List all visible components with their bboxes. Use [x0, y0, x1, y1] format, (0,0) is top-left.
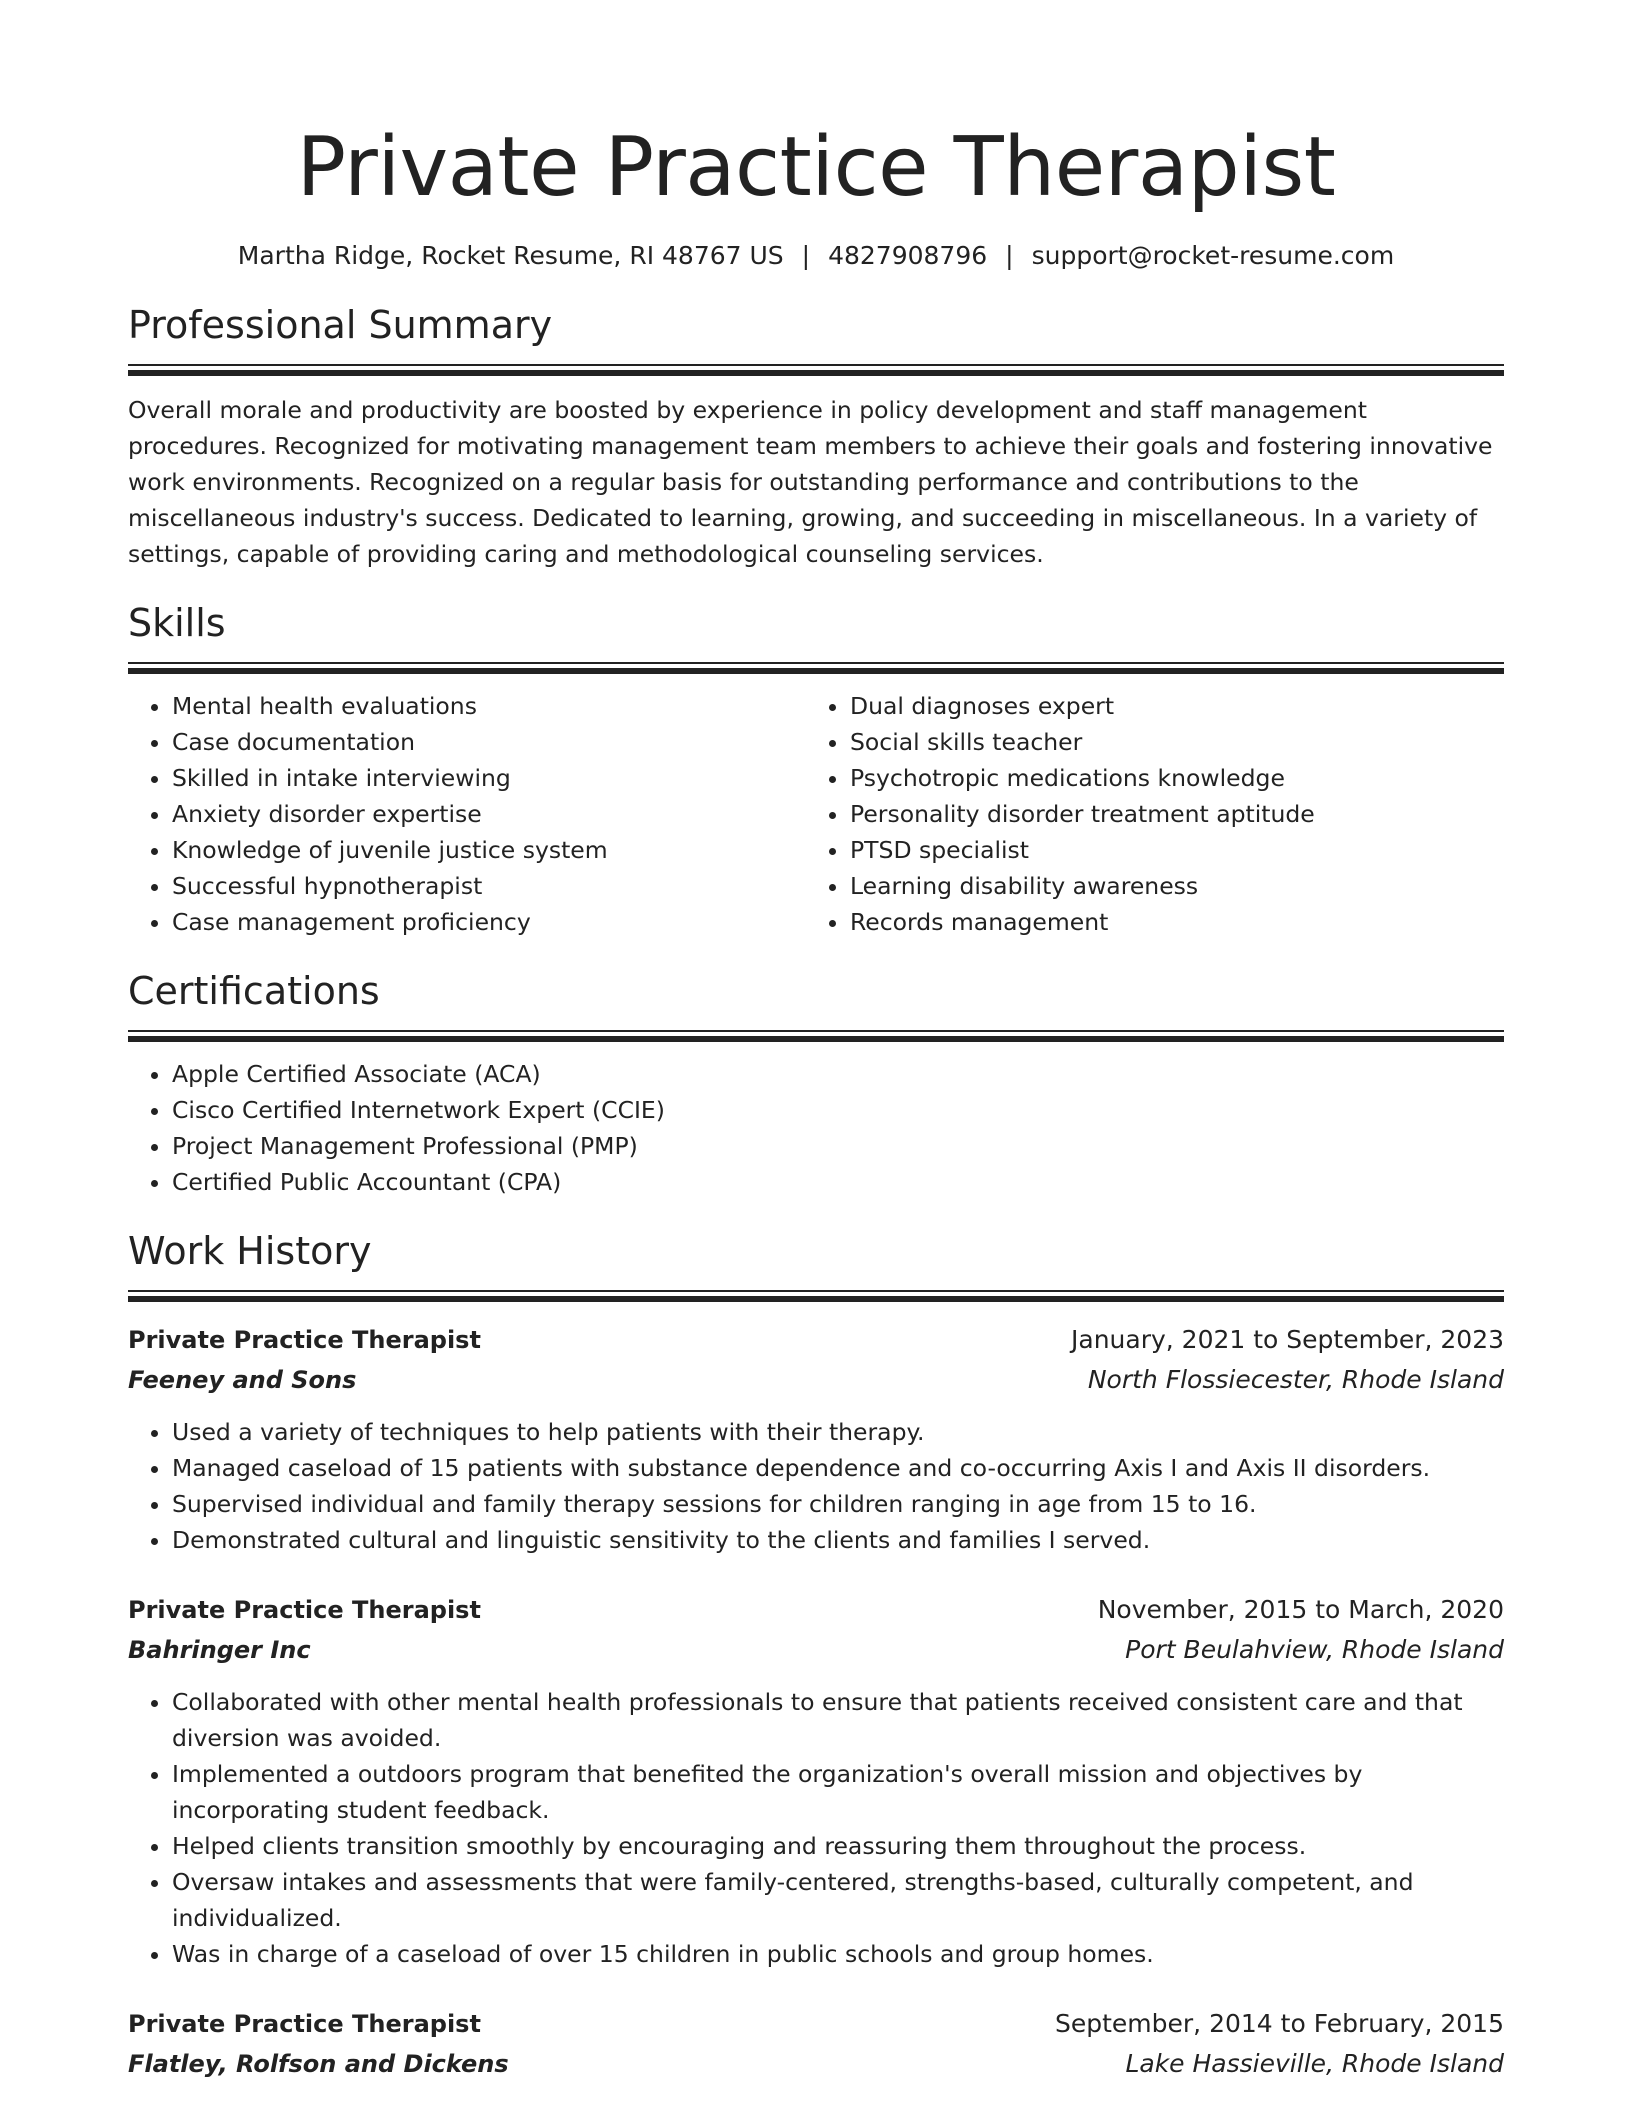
- job-entry: [128, 2004, 1504, 2084]
- job-title: Private Practice Therapist: [128, 1596, 481, 1624]
- job-entry: [128, 1320, 1504, 1558]
- job-company: Bahringer Inc: [128, 1636, 311, 1664]
- resume-page: [128, 0, 1504, 2084]
- contact-separator: |: [801, 241, 811, 270]
- certification-item: • Apple Certified Associate (ACA): [172, 1056, 1504, 1092]
- job-location: Port Beulahview, Rhode Island: [1125, 1635, 1504, 1664]
- certifications-list: [128, 1056, 1504, 1200]
- job-bullet: • Helped clients transition smoothly by encouraging and reassuring them throughout the process.: [172, 1828, 1504, 1864]
- section-divider: [128, 662, 1504, 674]
- skill-item: • Social skills teacher: [850, 724, 1484, 760]
- skill-item: • Anxiety disorder expertise: [172, 796, 806, 832]
- job-header-row: [128, 1590, 1504, 1630]
- job-bullet: • Was in charge of a caseload of over 15 children in public schools and group homes.: [172, 1936, 1504, 1972]
- job-title: Private Practice Therapist: [128, 2010, 481, 2038]
- summary-text: Overall morale and productivity are boosted by experience in policy development and staff management procedures. Recognized for motivating management team members to achieve their goals and fostering innovative work environments. Recognized on a regular basis for outstanding performance and contributions to the miscellaneous industry's success. Dedicated to learning, growing, and succeeding in miscellaneous. In a variety of settings, capable of providing caring and methodological counseling services.: [128, 396, 1493, 568]
- contact-address: Martha Ridge, Rocket Resume, RI 48767 US: [237, 241, 784, 270]
- skills-list-left: [128, 688, 806, 940]
- job-bullet: • Collaborated with other mental health professionals to ensure that patients received consistent care and that diversion was avoided.: [172, 1684, 1504, 1756]
- skill-item: • Case documentation: [172, 724, 806, 760]
- job-bullet: • Oversaw intakes and assessments that were family-centered, strengths-based, culturally competent, and individualized.: [172, 1864, 1504, 1936]
- skill-item: • Case management proficiency: [172, 904, 806, 940]
- job-dates: September, 2014 to February, 2015: [1055, 2009, 1504, 2038]
- skill-item: • Learning disability awareness: [850, 868, 1484, 904]
- job-subheader-row: [128, 1360, 1504, 1400]
- job-bullet: • Demonstrated cultural and linguistic sensitivity to the clients and families I served.: [172, 1522, 1504, 1558]
- skill-item: • Mental health evaluations: [172, 688, 806, 724]
- job-header-row: [128, 2004, 1504, 2044]
- job-dates: January, 2021 to September, 2023: [1071, 1325, 1504, 1354]
- section-divider: [128, 1030, 1504, 1042]
- contact-separator: |: [1005, 241, 1014, 270]
- skill-item: • Personality disorder treatment aptitude: [850, 796, 1484, 832]
- summary-section: [128, 300, 1504, 572]
- section-heading-certifications: Certifications: [128, 969, 380, 1013]
- skills-list-right: [806, 688, 1484, 940]
- contact-phone: 4827908796: [828, 241, 988, 270]
- skill-item: • Records management: [850, 904, 1484, 940]
- job-bullets: [128, 1684, 1504, 1972]
- job-location: North Flossiecester, Rhode Island: [1087, 1365, 1504, 1394]
- skills-columns: [128, 688, 1504, 940]
- job-subheader-row: [128, 1630, 1504, 1670]
- contact-email: support@rocket-resume.com: [1031, 241, 1395, 270]
- certifications-section: [128, 966, 1504, 1200]
- job-bullet: • Managed caseload of 15 patients with substance dependence and co-occurring Axis I and Axis II disorders.: [172, 1450, 1504, 1486]
- page-title: Private Practice Therapist: [296, 120, 1336, 215]
- job-header-row: [128, 1320, 1504, 1360]
- certification-item: • Certified Public Accountant (CPA): [172, 1164, 1504, 1200]
- section-divider: [128, 1290, 1504, 1302]
- skill-item: • Dual diagnoses expert: [850, 688, 1484, 724]
- job-dates: November, 2015 to March, 2020: [1097, 1595, 1504, 1624]
- section-heading-skills: Skills: [128, 601, 226, 645]
- skill-item: • PTSD specialist: [850, 832, 1484, 868]
- section-heading-work-history: Work History: [128, 1229, 372, 1273]
- skills-section: [128, 598, 1504, 940]
- work-history-section: [128, 1226, 1504, 2084]
- job-bullet: • Used a variety of techniques to help patients with their therapy.: [172, 1414, 1504, 1450]
- skill-item: • Psychotropic medications knowledge: [850, 760, 1484, 796]
- skill-item: • Knowledge of juvenile justice system: [172, 832, 806, 868]
- skill-item: • Successful hypnotherapist: [172, 868, 806, 904]
- job-company: Feeney and Sons: [128, 1366, 357, 1394]
- job-bullet: • Supervised individual and family therapy sessions for children ranging in age from 15 to 16.: [172, 1486, 1504, 1522]
- job-subheader-row: [128, 2044, 1504, 2084]
- job-title: Private Practice Therapist: [128, 1326, 481, 1354]
- job-bullet: • Implemented a outdoors program that benefited the organization's overall mission and objectives by incorporating student feedback.: [172, 1756, 1504, 1828]
- certification-item: • Cisco Certified Internetwork Expert (CCIE): [172, 1092, 1504, 1128]
- certification-item: • Project Management Professional (PMP): [172, 1128, 1504, 1164]
- job-bullets: [128, 1414, 1504, 1558]
- section-divider: [128, 364, 1504, 376]
- job-entry: [128, 1590, 1504, 1972]
- contact-line: [128, 238, 1504, 274]
- skill-item: • Skilled in intake interviewing: [172, 760, 806, 796]
- job-location: Lake Hassieville, Rhode Island: [1125, 2049, 1504, 2078]
- job-company: Flatley, Rolfson and Dickens: [128, 2050, 509, 2078]
- section-heading-summary: Professional Summary: [128, 303, 553, 347]
